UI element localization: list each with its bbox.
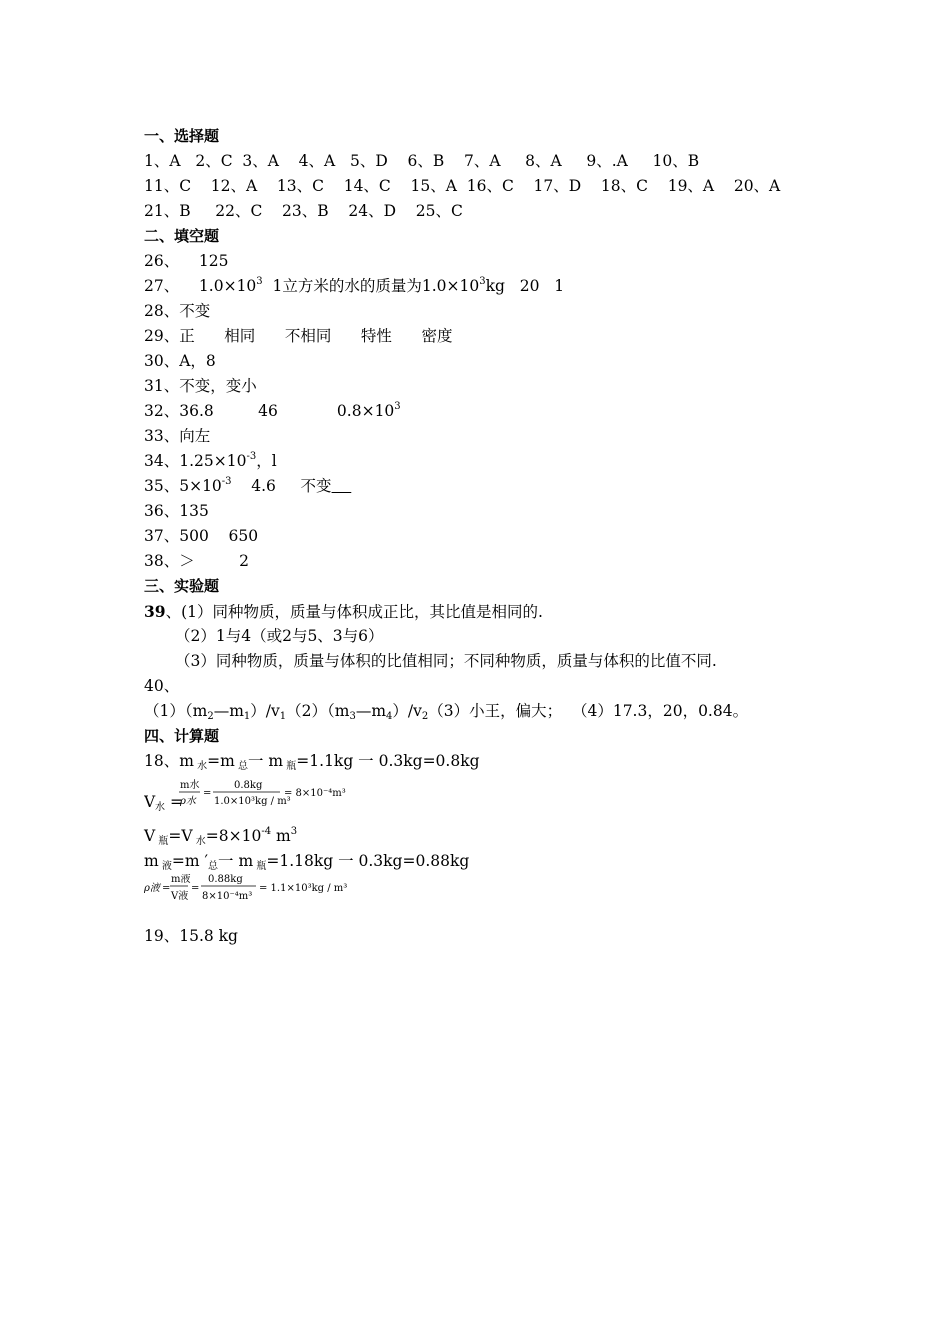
bv-sub-2: 水 <box>192 836 206 847</box>
answer-35-text-b: 4.6 不变 <box>231 477 332 495</box>
answer-32-text: 32、36.8 46 0.8×10 <box>144 402 395 420</box>
answer-40-sub-2: 1 <box>243 711 251 722</box>
answer-34-text-a: 34、1.25×10 <box>144 452 247 470</box>
fraction-1-denominator: ρ水 <box>180 796 196 807</box>
section-heading-calculation: 四、计算题 <box>144 727 220 745</box>
fraction-2-result: = 8×10⁻⁴m³ <box>284 788 346 799</box>
answer-sheet <box>144 124 824 949</box>
answer-32-exponent: 3 <box>394 401 401 412</box>
calc-18-d: =1.1kg 一 0.3kg=0.8kg <box>296 752 480 770</box>
fraction-1-eq: = <box>203 788 212 799</box>
density-rho: ρ液 <box>144 883 160 894</box>
fraction-2-numerator: 0.8kg <box>234 780 263 791</box>
answer-34-text-b: ，l <box>256 452 277 470</box>
answer-35 <box>144 474 824 499</box>
density-eq-1: = <box>191 883 200 894</box>
bv-exp-2: 3 <box>290 826 298 837</box>
answer-18-mass <box>144 749 824 774</box>
bv-exp: -4 <box>261 826 272 837</box>
answer-28: 28、不变 <box>144 302 211 320</box>
bv-b: =V <box>168 827 193 845</box>
choice-row-2: 11、C 12、A 13、C 14、C 15、A 16、C 17、D 18、C 19、A 20、A <box>144 177 781 195</box>
answer-27-text-b: 1立方米的水的质量为1.0×10 <box>262 277 480 295</box>
answer-40-sub-3: 1 <box>279 711 287 722</box>
answer-40-text-2: —m <box>213 702 244 720</box>
lm-c: 一 m <box>218 852 254 870</box>
volume-formula <box>144 774 824 824</box>
answer-33: 33、向左 <box>144 427 211 445</box>
density-fraction-1-numerator: m液 <box>171 874 191 885</box>
density-fraction-2-denominator: 8×10⁻⁴m³ <box>202 891 253 902</box>
calc-18-sub-2: 总 <box>234 761 248 772</box>
answer-32 <box>144 399 824 424</box>
lm-d: =1.18kg 一 0.3kg=0.88kg <box>266 852 470 870</box>
volume-formula-graphic <box>144 774 404 824</box>
density-result: = 1.1×10³kg / m³ <box>259 883 348 894</box>
answer-35-blank <box>332 477 352 495</box>
bv-c: =8×10 <box>205 827 262 845</box>
density-formula-graphic <box>144 874 404 924</box>
bv-sub-1: 瓶 <box>155 836 169 847</box>
calc-18-sub-1: 水 <box>193 761 208 772</box>
answer-34-exponent: -3 <box>246 451 257 462</box>
answer-40-text-7: （3）小王，偏大； （4）17.3，20，0.84。 <box>428 702 749 720</box>
bv-d: m <box>271 827 291 845</box>
answer-27-text-a: 27、 1.0×10 <box>144 277 257 295</box>
answer-31: 31、不变，变小 <box>144 377 257 395</box>
answer-40-text-6: ）/v <box>392 702 422 720</box>
answer-39-part-1-text: 、(1）同种物质，质量与体积成正比，其比值是相同的. <box>165 603 543 621</box>
calc-18-a: 18、m <box>144 752 194 770</box>
answer-27 <box>144 274 824 299</box>
volume-v: V <box>144 793 156 811</box>
density-formula <box>144 874 824 924</box>
answer-30: 30、A，8 <box>144 352 216 370</box>
section-heading-choice: 一、选择题 <box>144 127 220 145</box>
answer-40-sub-5: 4 <box>386 711 393 722</box>
lm-b: =m ′ <box>171 852 209 870</box>
answer-40-sub-6: 2 <box>421 711 429 722</box>
answer-35-exponent: -3 <box>221 476 232 487</box>
answer-37: 37、500 650 <box>144 527 259 545</box>
answer-27-exponent: 3 <box>256 276 263 287</box>
choice-row-1: 1、A 2、C 3、A 4、A 5、D 6、B 7、A 8、A 9、.A 10、B <box>144 152 700 170</box>
answer-40-label: 40、 <box>144 677 180 695</box>
density-fraction-2-numerator: 0.88kg <box>208 874 243 885</box>
answer-39-part-2: （2）1与4（或2与5、3与6） <box>175 627 384 645</box>
answer-34 <box>144 449 824 474</box>
volume-sub: 水 <box>155 802 165 813</box>
answer-40-text-1: （1）（m <box>144 702 208 720</box>
answer-40-text-4: （2）（m <box>286 702 350 720</box>
answer-26: 26、 125 <box>144 252 229 270</box>
answer-35-text-a: 35、5×10 <box>144 477 222 495</box>
section-heading-experiment: 三、实验题 <box>144 577 220 595</box>
liquid-mass <box>144 849 824 874</box>
answer-36: 36、135 <box>144 502 209 520</box>
calc-18-c: 一 m <box>247 752 284 770</box>
answer-40-body <box>144 699 824 724</box>
section-heading-fill: 二、填空题 <box>144 227 220 245</box>
answer-40-sub-4: 3 <box>349 711 356 722</box>
fraction-1-numerator: m水 <box>180 780 200 791</box>
calc-18-b: =m <box>207 752 235 770</box>
choice-row-3: 21、B 22、C 23、B 24、D 25、C <box>144 202 463 220</box>
answer-27-text-c: kg 20 1 <box>485 277 565 295</box>
answer-39-part-1 <box>144 599 824 624</box>
fraction-2-denominator: 1.0×10³kg / m³ <box>214 796 291 807</box>
volume-eq: = <box>170 793 183 811</box>
calc-18-sub-3: 瓶 <box>283 761 297 772</box>
lm-a: m <box>144 852 159 870</box>
density-eq-0: = <box>162 883 171 894</box>
answer-27-exponent-2: 3 <box>479 276 486 287</box>
lm-sub-2: 总 <box>208 861 219 872</box>
answer-29: 29、正 相同 不相同 特性 密度 <box>144 327 453 345</box>
answer-40-sub-1: 2 <box>207 711 214 722</box>
answer-38: 38、＞ 2 <box>144 552 249 570</box>
lm-sub-3: 瓶 <box>253 861 267 872</box>
density-fraction-1-denominator: V液 <box>171 891 189 902</box>
answer-19: 19、15.8 kg <box>144 927 238 945</box>
answer-40-text-5: —m <box>355 702 387 720</box>
bv-a: V <box>144 827 156 845</box>
answer-40-text-3: ）/v <box>250 702 280 720</box>
answer-39-number: 39 <box>144 602 166 621</box>
answer-39-part-3: （3）同种物质，质量与体积的比值相同；不同种物质，质量与体积的比值不同. <box>175 652 717 670</box>
bottle-volume <box>144 824 824 849</box>
lm-sub-1: 液 <box>158 861 172 872</box>
